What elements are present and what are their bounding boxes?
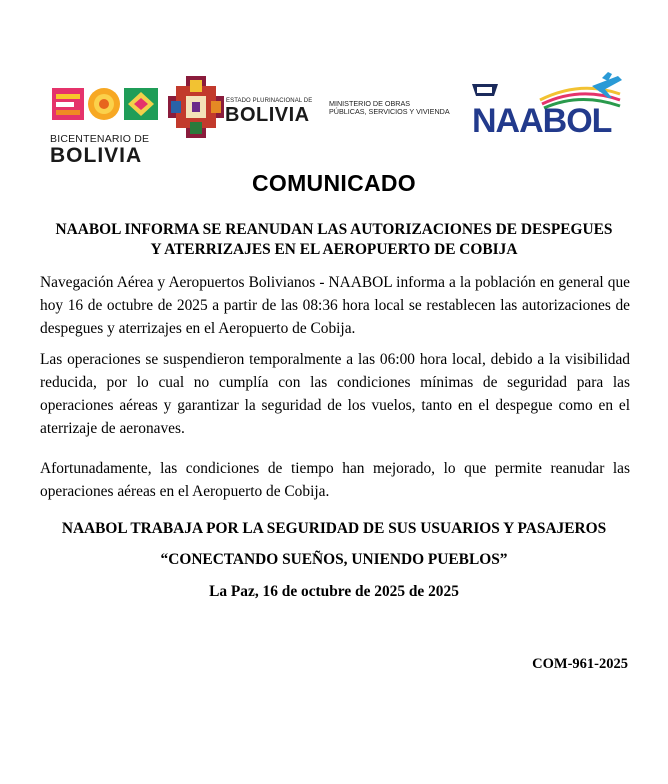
- naabol-logo-text: NAABOL: [472, 102, 612, 140]
- naabol-logo: [470, 72, 630, 144]
- subtitle-line-2: Y ATERRIZAJES EN EL AEROPUERTO DE COBIJA: [150, 241, 518, 258]
- document-subtitle: [38, 220, 630, 260]
- estado-small-text: ESTADO PLURINACIONAL DE: [226, 98, 313, 104]
- chakana-emblem-icon: [168, 76, 224, 138]
- place-date: La Paz, 16 de octubre de 2025 de 2025: [209, 583, 459, 600]
- bicentenario-big-text: BOLIVIA: [50, 144, 143, 167]
- ministerio-label: [329, 100, 469, 116]
- closing-line: NAABOL TRABAJA POR LA SEGURIDAD DE SUS USUARIOS Y PASAJEROS: [61, 520, 607, 537]
- bicentenario-logo: [50, 82, 160, 167]
- paragraph-3: Afortunadamente, las condiciones de tiempo han mejorado, lo que permite reanudar las operaciones aéreas en el Aeropuerto de Cobija.: [40, 460, 630, 500]
- reference-code: COM-961-2025: [532, 656, 628, 672]
- paragraph-2: Las operaciones se suspendieron temporalmente a las 06:00 hora local, debido a la visibilidad reducida, por lo cual no cumplía con las condiciones mínimas de seguridad para las operaciones aéreas y garantizar la seguridad de los vuelos, tanto en el despegue como en el aterrizaje de aeronaves.: [40, 351, 630, 437]
- estado-big-text: BOLIVIA: [225, 104, 310, 126]
- header-logos: [40, 72, 630, 167]
- ministerio-line-2: PÚBLICAS, SERVICIOS Y VIVIENDA: [329, 107, 450, 116]
- estado-plurinacional-logo: [168, 76, 318, 146]
- document-title: COMUNICADO: [252, 170, 416, 196]
- paragraph-1: Navegación Aérea y Aeropuertos Bolivianos - NAABOL informa a la población en general que hoy 16 de octubre de 2025 a partir de las 08:36 hora local se restablecen las autorizaciones de despegues y aterrizajes en el Aeropuerto de Cobija.: [40, 274, 630, 337]
- ministerio-line-1: MINISTERIO DE OBRAS: [329, 99, 411, 108]
- bicentenario-icons: [52, 86, 160, 124]
- subtitle-line-1: NAABOL INFORMA SE REANUDAN LAS AUTORIZACIONES DE DESPEGUES: [55, 221, 613, 238]
- bicentenario-small-text: BICENTENARIO DE: [50, 133, 150, 145]
- slogan: “CONECTANDO SUEÑOS, UNIENDO PUEBLOS”: [160, 551, 508, 568]
